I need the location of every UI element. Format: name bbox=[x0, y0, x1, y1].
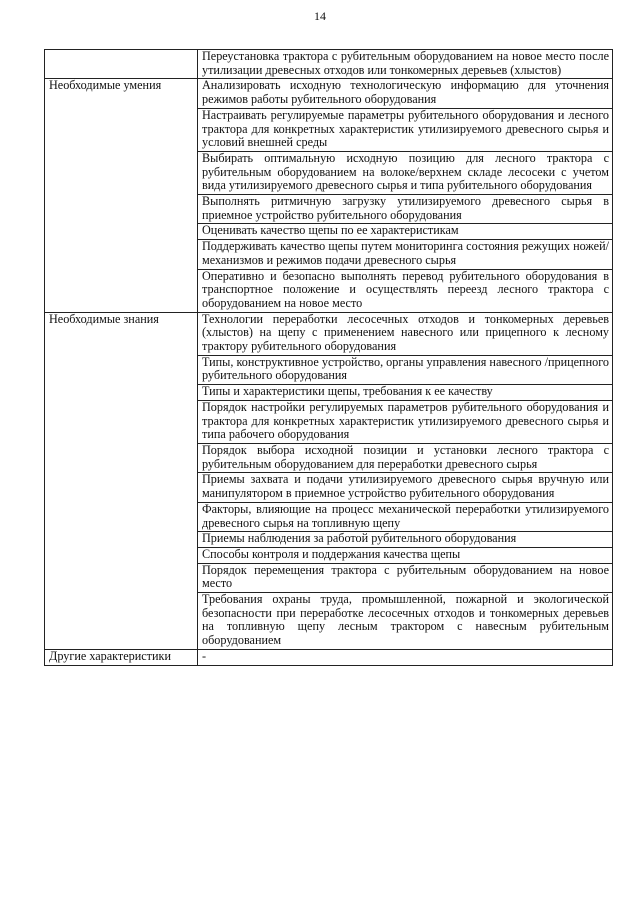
description-cell: Оценивать качество щепы по ее характеристикам bbox=[198, 224, 613, 240]
description-cell: Порядок настройки регулируемых параметров рубительного оборудования и трактора для конкретных характеристик утилизируемого древесного сырья и типа рабочего оборудования bbox=[198, 400, 613, 443]
description-cell: Выполнять ритмичную загрузку утилизируемого древесного сырья в приемное устройство рубительного оборудования bbox=[198, 195, 613, 224]
table-row bbox=[45, 443, 613, 472]
category-cell: Необходимые знания bbox=[45, 312, 198, 355]
table-row bbox=[45, 400, 613, 443]
category-cell bbox=[45, 224, 198, 240]
description-cell: Требования охраны труда, промышленной, пожарной и экологической безопасности при переработке лесосечных отходов и тонкомерных деревьев на топливную щепу лесным трактором с навесным рубительным оборудованием bbox=[198, 593, 613, 650]
table-row bbox=[45, 108, 613, 151]
description-cell: Приемы наблюдения за работой рубительного оборудования bbox=[198, 532, 613, 548]
table-row bbox=[45, 269, 613, 312]
category-cell: Необходимые умения bbox=[45, 79, 198, 108]
characteristics-table bbox=[44, 49, 613, 666]
description-cell: Технологии переработки лесосечных отходов и тонкомерных деревьев (хлыстов) на щепу с применением навесного или прицепного к лесному трактору рубительного оборудования bbox=[198, 312, 613, 355]
category-cell bbox=[45, 547, 198, 563]
category-cell bbox=[45, 563, 198, 592]
table-row bbox=[45, 240, 613, 269]
description-cell: Типы и характеристики щепы, требования к ее качеству bbox=[198, 385, 613, 401]
table-row bbox=[45, 473, 613, 502]
table-row bbox=[45, 502, 613, 531]
category-cell bbox=[45, 593, 198, 650]
description-cell: Поддерживать качество щепы путем мониторинга состояния режущих ножей/механизмов и режимов подачи древесного сырья bbox=[198, 240, 613, 269]
table-row bbox=[45, 355, 613, 384]
table-row bbox=[45, 385, 613, 401]
table-row bbox=[45, 151, 613, 194]
table-row bbox=[45, 224, 613, 240]
description-cell: Выбирать оптимальную исходную позицию для лесного трактора с рубительным оборудованием на волоке/верхнем складе лесосеки с учетом вида утилизируемого древесного сырья и типа рубительного оборудования bbox=[198, 151, 613, 194]
category-cell bbox=[45, 195, 198, 224]
category-cell: Другие характеристики bbox=[45, 649, 198, 665]
category-cell bbox=[45, 473, 198, 502]
category-cell bbox=[45, 50, 198, 79]
category-cell bbox=[45, 240, 198, 269]
description-cell: Приемы захвата и подачи утилизируемого древесного сырья вручную или манипулятором в приемное устройство рубительного оборудования bbox=[198, 473, 613, 502]
category-cell bbox=[45, 151, 198, 194]
category-cell bbox=[45, 400, 198, 443]
table-row bbox=[45, 532, 613, 548]
table-row bbox=[45, 563, 613, 592]
description-cell: Порядок выбора исходной позиции и установки лесного трактора с рубительным оборудованием для переработки древесного сырья bbox=[198, 443, 613, 472]
category-cell bbox=[45, 532, 198, 548]
description-cell: Анализировать исходную технологическую информацию для уточнения режимов работы рубительного оборудования bbox=[198, 79, 613, 108]
description-cell: Настраивать регулируемые параметры рубительного оборудования и лесного трактора для конкретных характеристик утилизируемого древесного сырья и условий внешней среды bbox=[198, 108, 613, 151]
description-cell: Оперативно и безопасно выполнять перевод рубительного оборудования в транспортное положение и осуществлять переезд лесного трактора с оборудованием на новое место bbox=[198, 269, 613, 312]
page-number: 14 bbox=[314, 9, 326, 23]
category-cell bbox=[45, 502, 198, 531]
description-cell: Способы контроля и поддержания качества щепы bbox=[198, 547, 613, 563]
table-row bbox=[45, 79, 613, 108]
category-cell bbox=[45, 355, 198, 384]
table-row bbox=[45, 50, 613, 79]
description-cell: Порядок перемещения трактора с рубительным оборудованием на новое место bbox=[198, 563, 613, 592]
table-row bbox=[45, 547, 613, 563]
category-cell bbox=[45, 108, 198, 151]
description-cell: Переустановка трактора с рубительным оборудованием на новое место после утилизации древесных отходов или тонкомерных деревьев (хлыстов) bbox=[198, 50, 613, 79]
table-row bbox=[45, 312, 613, 355]
description-cell: - bbox=[198, 649, 613, 665]
category-cell bbox=[45, 385, 198, 401]
description-cell: Типы, конструктивное устройство, органы управления навесного /прицепного рубительного оборудования bbox=[198, 355, 613, 384]
table-row bbox=[45, 593, 613, 650]
table-row bbox=[45, 195, 613, 224]
category-cell bbox=[45, 269, 198, 312]
description-cell: Факторы, влияющие на процесс механической переработки утилизируемого древесного сырья на топливную щепу bbox=[198, 502, 613, 531]
table-row bbox=[45, 649, 613, 665]
table-body bbox=[45, 50, 613, 666]
category-cell bbox=[45, 443, 198, 472]
